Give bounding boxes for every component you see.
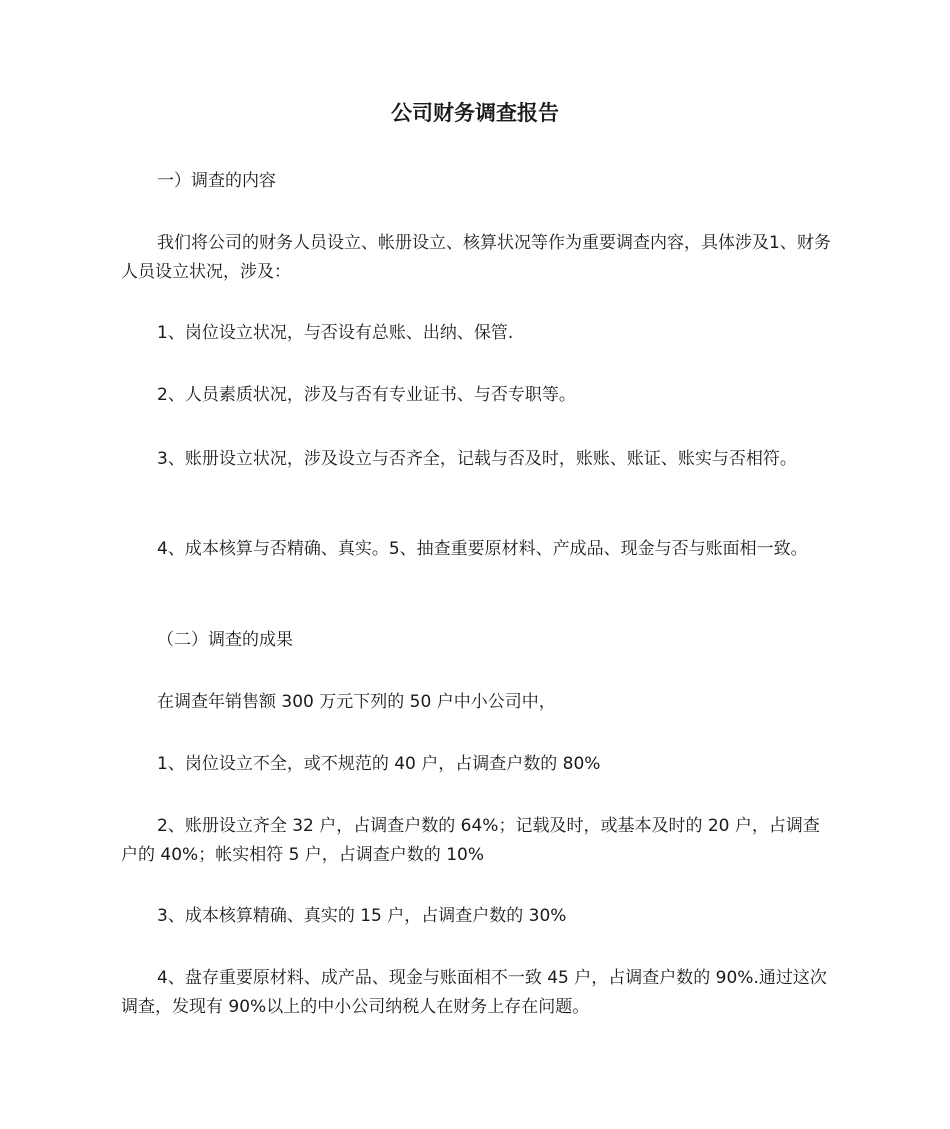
document-title: 公司财务调查报告 bbox=[391, 101, 559, 125]
paragraph-investigation-scope: 我们将公司的财务人员设立、帐册设立、核算状况等作为重要调查内容，具体涉及1、财务人员设立状况，涉及： bbox=[121, 233, 831, 282]
paragraph-item-1: 1、岗位设立状况，与否设有总账、出纳、保管. bbox=[157, 323, 514, 343]
paragraph-result-2: 2、账册设立齐全 32 户，占调查户数的 64%；记载及时，或基本及时的 20 户，占调查户的 40%；帐实相符 5 户，占调查户数的 10% bbox=[121, 816, 820, 865]
paragraph-item-4-5: 4、成本核算与否精确、真实。5、抽查重要原材料、产成品、现金与否与账面相一致。 bbox=[157, 539, 808, 559]
paragraph-item-3: 3、账册设立状况，涉及设立与否齐全，记载与否及时，账账、账证、账实与否相符。 bbox=[157, 449, 797, 469]
paragraph-result-3: 3、成本核算精确、真实的 15 户，占调查户数的 30% bbox=[157, 906, 567, 926]
section-heading-investigation-content: 一）调查的内容 bbox=[157, 171, 276, 191]
paragraph-result-1: 1、岗位设立不全，或不规范的 40 户，占调查户数的 80% bbox=[157, 754, 601, 774]
paragraph-result-4: 4、盘存重要原材料、成产品、现金与账面相不一致 45 户，占调查户数的 90%.通过这次调查，发现有 90%以上的中小公司纳税人在财务上存在问题。 bbox=[121, 968, 827, 1017]
paragraph-survey-intro: 在调查年销售额 300 万元下列的 50 户中小公司中， bbox=[157, 692, 556, 712]
paragraph-item-2: 2、人员素质状况，涉及与否有专业证书、与否专职等。 bbox=[157, 385, 576, 405]
section-heading-investigation-results: （二）调查的成果 bbox=[157, 630, 293, 650]
